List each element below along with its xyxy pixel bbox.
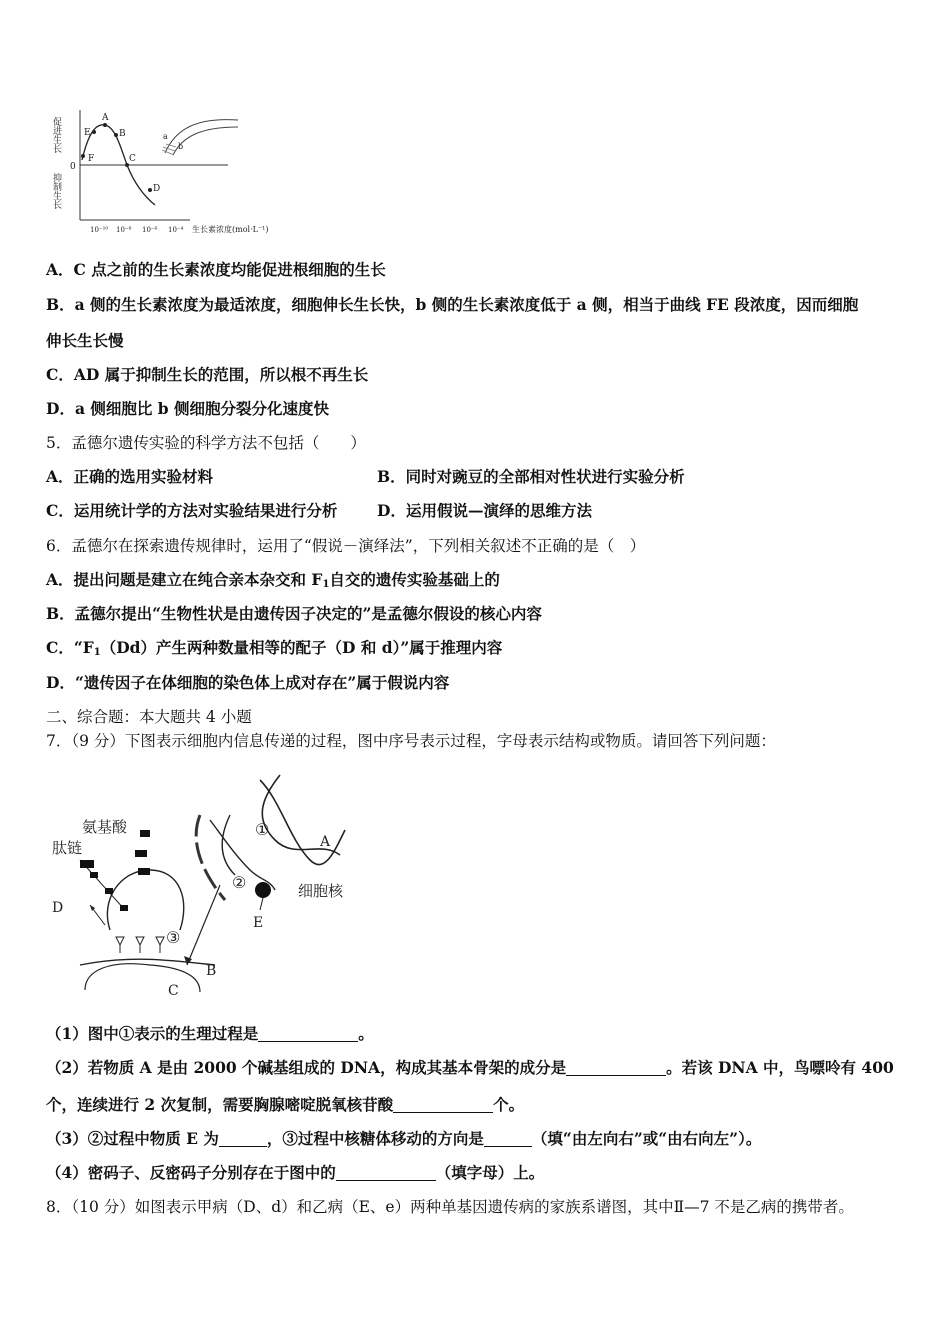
ribosome-small [85, 964, 200, 992]
q5-row2 [46, 500, 910, 522]
q6-c-sub: 1 [93, 647, 101, 658]
point-b [114, 133, 118, 137]
q6-a-text-2: 自交的遗传实验基础上的 [329, 570, 500, 589]
q7-sub3-text-3: （填“由左向右”或“由右向左”）。 [531, 1129, 762, 1148]
q7-sub3 [46, 1128, 910, 1150]
q7-stem: 7．（9 分）下图表示细胞内信息传递的过程，图中序号表示过程，字母表示结构或物质。请回答下列问题： [46, 732, 776, 750]
amino-acid-2 [135, 850, 147, 857]
q6-a-text: A．提出问题是建立在纯合亲本杂交和 F [46, 570, 323, 589]
label-d: D [153, 184, 161, 194]
cell-information-figure [50, 760, 370, 1000]
q7-sub3-blank-2[interactable] [484, 1132, 532, 1147]
q4-option-b-line2: 伸长生长慢 [46, 331, 124, 350]
amino-acid-4 [80, 860, 94, 868]
ribosome-large [107, 870, 183, 930]
x-tick-3: 10⁻⁶ [142, 226, 158, 234]
q6-option-b: B．孟德尔提出“生物性状是由遗传因子决定的”是孟德尔假设的核心内容 [46, 604, 542, 623]
q6-c-text: C．“F [46, 638, 94, 657]
label-nucleus: 细胞核 [298, 882, 344, 900]
x-tick-1: 10⁻¹⁰ [90, 226, 109, 234]
q4-option-c: C．AD 属于抑制生长的范围，所以根不再生长 [46, 365, 369, 384]
label-b: B [206, 963, 217, 979]
q7-sub3-text-2: ，③过程中核糖体移动的方向是 [266, 1129, 484, 1148]
y-label-bottom: 抑制生长 [51, 173, 61, 209]
trna-2 [136, 937, 144, 953]
x-tick-4: 10⁻⁴ [168, 226, 184, 234]
q7-sub3-blank-1[interactable] [219, 1132, 267, 1147]
trna-1 [116, 937, 124, 953]
q7-sub4-blank[interactable] [336, 1166, 436, 1181]
q7-sub2-line2-text: 个，连续进行 2 次复制，需要胸腺嘧啶脱氧核苷酸 [46, 1095, 394, 1114]
q6-c-text-2: （Dd）产生两种数量相等的配子（D 和 d）”属于推理内容 [100, 638, 503, 657]
trna-3 [156, 937, 164, 953]
point-a [103, 123, 107, 127]
label-e: E [84, 128, 91, 138]
label-peptide: 肽链 [52, 839, 83, 857]
q7-sub2-blank-1[interactable] [566, 1061, 666, 1076]
label-a: A [320, 834, 331, 850]
q7-sub2-text-2: 。若该 DNA 中，鸟嘌呤有 400 [666, 1058, 894, 1077]
q7-sub3-text: （3）②过程中物质 E 为 [46, 1129, 219, 1148]
q5-option-b: B．同时对豌豆的全部相对性状进行实验分析 [377, 467, 685, 486]
q7-sub2-line2-end: 个。 [493, 1095, 525, 1114]
q7-sub2 [46, 1057, 910, 1079]
label-d: D [52, 900, 64, 916]
q7-sub1-blank[interactable] [258, 1027, 358, 1042]
auxin-curve-figure [50, 105, 300, 240]
nuclear-membrane [196, 815, 225, 900]
inset-label-b: b [178, 142, 184, 151]
q7-sub1-end: 。 [358, 1024, 374, 1043]
q6-option-c [46, 637, 910, 664]
y-label-top: 促进生长 [51, 117, 61, 153]
section-heading: 二、综合题：本大题共 4 小题 [46, 708, 252, 726]
label-process-1: ① [255, 820, 270, 839]
q5-option-c: C．运用统计学的方法对实验结果进行分析 [46, 501, 338, 520]
amino-acid-3 [138, 868, 150, 875]
label-process-3: ③ [166, 928, 181, 947]
point-f [81, 154, 85, 158]
q5-row1 [46, 466, 910, 488]
q6-option-a [46, 569, 910, 596]
q4-option-a: A．C 点之前的生长素浓度均能促进根细胞的生长 [46, 260, 386, 279]
q6-stem: 6．孟德尔在探索遗传规律时，运用了“假说－演绎法”，下列相关叙述不正确的是（ ） [46, 537, 646, 555]
q6-option-d: D．“遗传因子在体细胞的染色体上成对存在”属于假说内容 [46, 673, 450, 692]
x-tick-2: 10⁻⁸ [116, 226, 132, 234]
q7-sub2-text: （2）若物质 A 是由 2000 个碱基组成的 DNA，构成其基本骨架的成分是 [46, 1058, 567, 1077]
x-axis-label: 生长素浓度(mol·L⁻¹) [192, 225, 269, 234]
root-inset-outer [165, 120, 238, 153]
q8-stem: 8．（10 分）如图表示甲病（D、d）和乙病（E、e）两种单基因遗传病的家族系谱图，其中Ⅱ—7 不是乙病的携带者。 [46, 1198, 854, 1216]
dna-strand-1 [260, 780, 345, 865]
y-zero: 0 [70, 162, 76, 172]
label-f: F [88, 154, 95, 164]
q7-sub4-text: （4）密码子、反密码子分别存在于图中的 [46, 1163, 336, 1182]
q5-stem: 5．孟德尔遗传实验的科学方法不包括（ ） [46, 434, 366, 452]
q4-option-d: D．a 侧细胞比 b 侧细胞分裂分化速度快 [46, 399, 330, 418]
label-b: B [119, 129, 126, 139]
q5-option-d: D．运用假说—演绎的思维方法 [377, 501, 592, 520]
label-e: E [253, 915, 264, 931]
q5-option-a: A．正确的选用实验材料 [46, 467, 214, 486]
q7-sub2-blank-2[interactable] [393, 1098, 493, 1113]
label-c: C [168, 983, 179, 999]
label-amino-acid: 氨基酸 [82, 818, 128, 836]
label-c: C [129, 154, 136, 164]
q7-sub4-end: （填字母）上。 [435, 1163, 545, 1182]
mrna-export-arrow [187, 885, 220, 965]
q6-a-sub: 1 [322, 579, 330, 590]
q7-sub1 [46, 1023, 910, 1045]
rna-polymerase-e [255, 882, 271, 898]
q7-sub2-line2 [46, 1094, 910, 1116]
label-process-2: ② [232, 873, 247, 892]
point-e [92, 130, 96, 134]
q4-option-b-line1: B．a 侧的生长素浓度为最适浓度，细胞伸长生长快，b 侧的生长素浓度低于 a 侧，相当于曲线 FE 段浓度，因而细胞 [46, 295, 859, 314]
label-a: A [102, 113, 109, 123]
amino-acid-1 [140, 830, 150, 837]
q7-sub1-text: （1）图中①表示的生理过程是 [46, 1024, 259, 1043]
q7-sub4 [46, 1162, 910, 1184]
inset-label-a: a [163, 132, 168, 141]
point-d [148, 188, 152, 192]
